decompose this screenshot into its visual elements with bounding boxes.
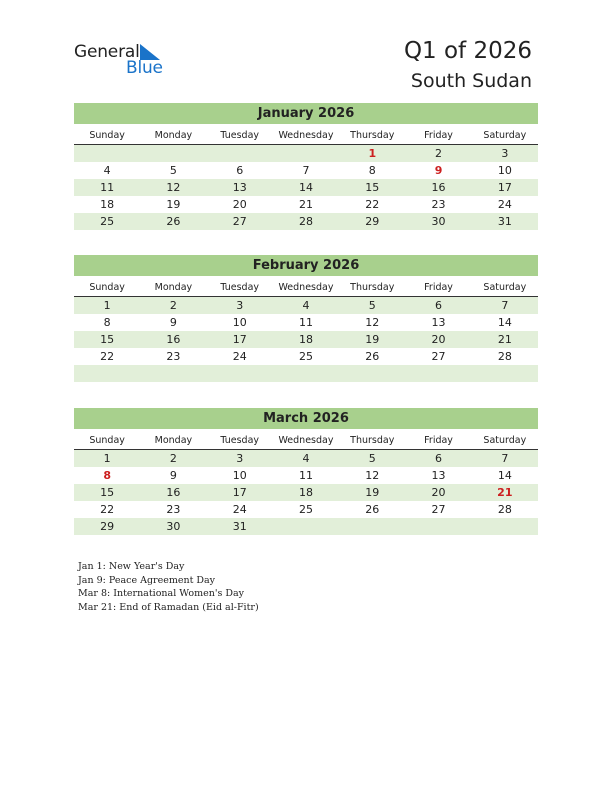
week-row [74, 484, 538, 501]
day-cell: 21 [298, 198, 313, 211]
weekday-label: Sunday [89, 282, 125, 293]
weekday-label: Thursday [350, 282, 395, 293]
month-february [74, 255, 538, 382]
week-row [74, 365, 538, 382]
day-cell: 10 [497, 164, 512, 177]
generalblue-logo [74, 42, 184, 78]
day-cell: 5 [368, 452, 376, 465]
day-cell: 18 [298, 486, 313, 499]
week-row [74, 348, 538, 365]
week-row [74, 297, 538, 314]
day-cell: 6 [435, 452, 443, 465]
day-cell: 25 [298, 350, 313, 363]
day-cell: 29 [365, 215, 380, 228]
weekday-label: Saturday [483, 130, 527, 141]
day-cell [140, 365, 206, 382]
page-subtitle: South Sudan [410, 70, 532, 92]
day-cell: 10 [232, 469, 247, 482]
day-cell: 11 [298, 469, 313, 482]
holiday-item: Jan 9: Peace Agreement Day [78, 574, 216, 586]
weekday-label: Monday [154, 435, 193, 446]
day-cell: 5 [169, 164, 177, 177]
day-cell [207, 365, 273, 382]
day-cell: 21 [497, 486, 513, 499]
day-cell: 8 [103, 469, 111, 482]
day-cell: 28 [497, 350, 512, 363]
week-row [74, 518, 538, 535]
weekday-row [74, 432, 538, 450]
day-cell: 13 [431, 316, 446, 329]
day-cell: 13 [232, 181, 247, 194]
day-cell: 23 [166, 350, 181, 363]
day-cell: 7 [302, 164, 310, 177]
day-cell: 7 [501, 452, 509, 465]
holiday-item: Mar 8: International Women's Day [78, 588, 245, 599]
day-cell: 2 [435, 147, 443, 160]
day-cell: 15 [365, 181, 380, 194]
weekday-label: Wednesday [278, 130, 334, 141]
day-cell: 4 [103, 164, 111, 177]
day-cell: 22 [365, 198, 380, 211]
week-row [74, 179, 538, 196]
day-cell: 27 [431, 350, 446, 363]
weekday-label: Saturday [483, 435, 527, 446]
week-row [74, 213, 538, 230]
day-cell [207, 145, 273, 162]
day-cell: 18 [100, 198, 115, 211]
day-cell: 26 [166, 215, 181, 228]
day-cell [339, 518, 405, 535]
day-cell: 9 [434, 164, 443, 177]
weekday-label: Friday [424, 282, 453, 293]
day-cell: 20 [431, 486, 446, 499]
day-cell: 3 [501, 147, 509, 160]
weekday-label: Thursday [350, 130, 395, 141]
day-cell [405, 518, 471, 535]
day-cell: 6 [435, 299, 443, 312]
day-cell: 14 [497, 469, 512, 482]
day-cell: 14 [298, 181, 313, 194]
week-row [74, 467, 538, 484]
week-row [74, 314, 538, 331]
holiday-item: Mar 21: End of Ramadan (Eid al-Fitr) [78, 601, 259, 613]
holiday-item: Jan 1: New Year's Day [78, 561, 185, 572]
day-cell: 12 [166, 181, 181, 194]
day-cell: 17 [232, 333, 247, 346]
day-cell: 22 [100, 503, 115, 516]
weekday-label: Friday [424, 130, 453, 141]
month-header: March 2026 [74, 408, 538, 429]
weekday-label: Thursday [350, 435, 395, 446]
day-cell: 9 [169, 469, 177, 482]
weekday-label: Sunday [89, 435, 125, 446]
day-cell: 1 [368, 147, 377, 160]
logo-word-blue: Blue [126, 58, 163, 78]
week-row [74, 162, 538, 179]
day-cell: 19 [365, 333, 380, 346]
day-cell [405, 365, 471, 382]
day-cell: 17 [497, 181, 512, 194]
weekday-label: Tuesday [220, 282, 260, 293]
week-row [74, 331, 538, 348]
day-cell: 30 [431, 215, 446, 228]
day-cell: 9 [169, 316, 177, 329]
day-cell [472, 518, 538, 535]
day-cell: 2 [169, 452, 177, 465]
day-cell: 25 [298, 503, 313, 516]
day-cell: 27 [232, 215, 247, 228]
day-cell: 25 [100, 215, 115, 228]
weekday-label: Saturday [483, 282, 527, 293]
day-cell: 22 [100, 350, 115, 363]
week-rows [74, 450, 538, 535]
day-cell: 12 [365, 316, 380, 329]
day-cell: 8 [368, 164, 376, 177]
day-cell: 1 [103, 452, 111, 465]
day-cell: 6 [236, 164, 244, 177]
month-january [74, 103, 538, 230]
month-header: January 2026 [74, 103, 538, 124]
weekday-row [74, 127, 538, 145]
day-cell: 3 [236, 452, 244, 465]
weekday-label: Tuesday [220, 130, 260, 141]
day-cell: 10 [232, 316, 247, 329]
day-cell [273, 518, 339, 535]
week-row [74, 501, 538, 518]
day-cell: 21 [497, 333, 512, 346]
day-cell: 20 [232, 198, 247, 211]
day-cell: 8 [103, 316, 111, 329]
weekday-label: Sunday [89, 130, 125, 141]
weekday-label: Monday [154, 282, 193, 293]
day-cell: 30 [166, 520, 181, 533]
day-cell: 28 [497, 503, 512, 516]
day-cell: 26 [365, 350, 380, 363]
day-cell: 26 [365, 503, 380, 516]
weekday-label: Wednesday [278, 282, 334, 293]
day-cell: 15 [100, 333, 115, 346]
day-cell: 14 [497, 316, 512, 329]
day-cell: 2 [169, 299, 177, 312]
day-cell: 17 [232, 486, 247, 499]
day-cell: 15 [100, 486, 115, 499]
day-cell: 11 [298, 316, 313, 329]
day-cell: 5 [368, 299, 376, 312]
day-cell: 29 [100, 520, 115, 533]
week-row [74, 450, 538, 467]
day-cell: 19 [166, 198, 181, 211]
week-rows [74, 297, 538, 382]
weekday-row [74, 279, 538, 297]
page-title: Q1 of 2026 [403, 38, 532, 64]
day-cell [140, 145, 206, 162]
day-cell: 4 [302, 299, 310, 312]
day-cell [339, 365, 405, 382]
week-row [74, 196, 538, 213]
week-row [74, 145, 538, 162]
day-cell: 23 [431, 198, 446, 211]
day-cell: 20 [431, 333, 446, 346]
day-cell: 24 [497, 198, 512, 211]
day-cell [273, 145, 339, 162]
day-cell [74, 145, 140, 162]
day-cell: 12 [365, 469, 380, 482]
day-cell: 16 [166, 486, 181, 499]
day-cell: 7 [501, 299, 509, 312]
weekday-label: Monday [154, 130, 193, 141]
weekday-label: Friday [424, 435, 453, 446]
day-cell: 27 [431, 503, 446, 516]
day-cell: 28 [298, 215, 313, 228]
logo-word-general: General [74, 42, 140, 62]
month-header: February 2026 [74, 255, 538, 276]
day-cell: 19 [365, 486, 380, 499]
day-cell: 24 [232, 350, 247, 363]
day-cell: 31 [232, 520, 247, 533]
day-cell: 13 [431, 469, 446, 482]
month-march [74, 408, 538, 535]
day-cell: 18 [298, 333, 313, 346]
day-cell: 1 [103, 299, 111, 312]
day-cell: 3 [236, 299, 244, 312]
weekday-label: Wednesday [278, 435, 334, 446]
day-cell: 24 [232, 503, 247, 516]
week-rows [74, 145, 538, 230]
day-cell: 11 [100, 181, 115, 194]
day-cell: 16 [431, 181, 446, 194]
day-cell: 23 [166, 503, 181, 516]
day-cell: 4 [302, 452, 310, 465]
weekday-label: Tuesday [220, 435, 260, 446]
day-cell [74, 365, 140, 382]
day-cell: 31 [497, 215, 512, 228]
holiday-list [78, 560, 259, 614]
day-cell: 16 [166, 333, 181, 346]
day-cell [273, 365, 339, 382]
day-cell [472, 365, 538, 382]
